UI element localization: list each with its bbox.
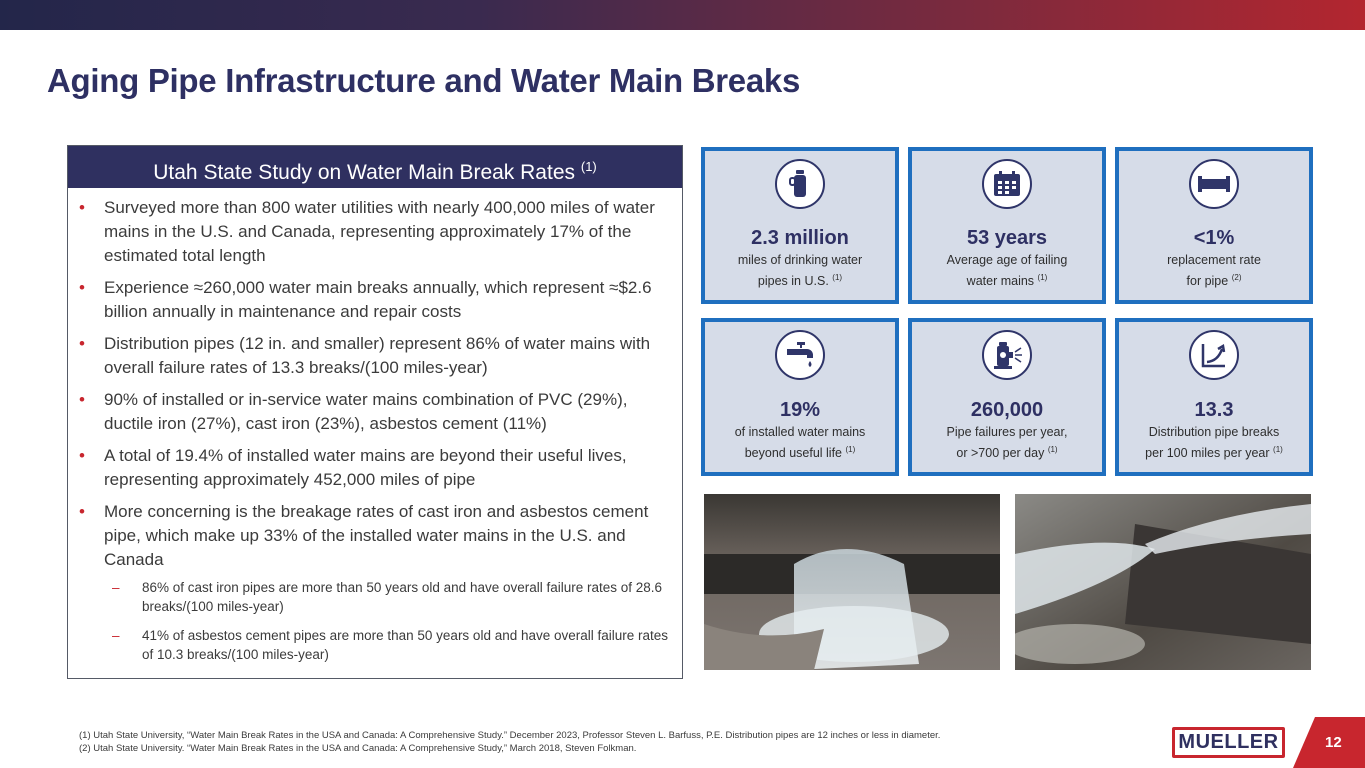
water-main-break-photo-1 — [704, 494, 1000, 670]
stat-value: 19% — [779, 399, 821, 421]
bullet-item — [79, 332, 674, 380]
dash-icon: – — [112, 628, 120, 643]
stat-card-useful-life — [701, 318, 899, 476]
sub-bullet-item — [104, 626, 674, 664]
stat-description — [912, 424, 1102, 462]
stat-value: 2.3 million — [751, 227, 849, 249]
stat-value: 53 years — [966, 227, 1048, 249]
water-bottle-icon — [775, 159, 825, 209]
stat-ref: (1) — [1047, 445, 1058, 454]
study-bullet-list — [68, 188, 682, 664]
study-heading-text: Utah State Study on Water Main Break Rates — [153, 161, 576, 184]
faucet-icon — [775, 330, 825, 380]
stat-value: <1% — [1193, 227, 1235, 249]
bullet-text: 90% of installed or in-service water mains combination of PVC (29%), ductile iron (27%), cast iron (23%), asbestos cement (11%) — [104, 390, 628, 433]
mueller-logo — [1172, 727, 1285, 758]
stat-card-replacement — [1115, 147, 1313, 304]
stat-desc-line2: beyond useful life — [744, 446, 843, 460]
stat-desc-line2: for pipe — [1186, 274, 1229, 288]
bullet-dot-icon: • — [79, 502, 85, 521]
bullet-dot-icon: • — [79, 278, 85, 297]
bullet-item — [79, 276, 674, 324]
calendar-icon — [982, 159, 1032, 209]
stat-ref: (1) — [1037, 273, 1048, 282]
stat-card-age — [908, 147, 1106, 304]
stat-description — [912, 252, 1102, 290]
sub-bullet-item — [104, 578, 674, 616]
stat-desc-line2: pipes in U.S. — [757, 274, 829, 288]
stat-ref: (1) — [1273, 445, 1283, 454]
stat-desc-line1: Distribution pipe breaks — [1148, 425, 1280, 439]
stat-desc-line1: miles of drinking water — [737, 253, 863, 267]
bullet-dot-icon: • — [79, 334, 85, 353]
bullet-dot-icon: • — [79, 198, 85, 217]
bullet-text: More concerning is the breakage rates of cast iron and asbestos cement pipe, which make up 33% of the installed water mains in the U.S. and Canada — [104, 502, 649, 569]
footnote-1: (1) Utah State University, “Water Main Break Rates in the USA and Canada: A Comprehensive Study.” December 2023, Professor Steven L. Barfuss, P.E. Distribution pipes are 12 inches or less in diameter. — [79, 730, 941, 741]
dash-icon: – — [112, 580, 120, 595]
stat-desc-line1: Average age of failing — [946, 253, 1068, 267]
bullet-dot-icon: • — [79, 390, 85, 409]
stat-ref: (1) — [845, 445, 856, 454]
top-banner — [0, 0, 1365, 30]
sub-bullet-text: 86% of cast iron pipes are more than 50 years old and have overall failure rates of 28.6 breaks/(100 miles-year) — [142, 580, 663, 614]
stat-ref: (1) — [832, 273, 843, 282]
bullet-item — [79, 444, 674, 492]
stat-description — [1119, 252, 1309, 290]
study-heading-ref: (1) — [580, 159, 597, 174]
page-number: 12 — [1325, 734, 1342, 751]
page-title: Aging Pipe Infrastructure and Water Main Breaks — [47, 62, 801, 99]
stat-description — [1119, 424, 1309, 462]
bullet-item — [79, 500, 674, 664]
study-panel — [67, 145, 683, 679]
stat-card-failures — [908, 318, 1106, 476]
stat-card-miles — [701, 147, 899, 304]
stat-description — [705, 424, 895, 462]
stat-desc-line2: or >700 per day — [956, 446, 1045, 460]
sub-bullet-text: 41% of asbestos cement pipes are more than 50 years old and have overall failure rates of 10.3 breaks/(100 miles-year) — [142, 628, 669, 662]
stat-desc-line2: water mains — [966, 274, 1035, 288]
footnotes — [79, 729, 940, 755]
footnote-2: (2) Utah State University. “Water Main Break Rates in the USA and Canada: A Comprehensive Study,” March 2018, Steven Folkman. — [79, 743, 637, 754]
stat-desc-line1: of installed water mains — [734, 425, 866, 439]
stat-desc-line2: per 100 miles per year — [1145, 446, 1270, 460]
bullet-text: Experience ≈260,000 water main breaks annually, which represent ≈$2.6 billion annually in maintenance and repair costs — [104, 278, 652, 321]
bullet-item — [79, 388, 674, 436]
water-main-break-photo-2 — [1015, 494, 1311, 670]
pipe-icon — [1189, 159, 1239, 209]
stat-description — [705, 252, 895, 290]
study-heading — [68, 146, 682, 188]
hydrant-icon — [982, 330, 1032, 380]
bullet-text: A total of 19.4% of installed water mains are beyond their useful lives, representing approximately 452,000 miles of pipe — [104, 446, 627, 489]
stat-desc-line1: Pipe failures per year, — [946, 425, 1068, 439]
stat-value: 260,000 — [970, 399, 1044, 421]
stat-value: 13.3 — [1194, 399, 1234, 421]
stat-card-break-rate — [1115, 318, 1313, 476]
bullet-dot-icon: • — [79, 446, 85, 465]
stat-ref: (2) — [1231, 273, 1242, 282]
bullet-item — [79, 196, 674, 268]
trend-up-icon — [1189, 330, 1239, 380]
stat-desc-line1: replacement rate — [1167, 253, 1261, 267]
logo-text: MUELLER — [1178, 731, 1279, 753]
bullet-text: Distribution pipes (12 in. and smaller) represent 86% of water mains with overall failure rates of 13.3 breaks/(100 miles-year) — [104, 334, 651, 377]
sub-bullet-list — [104, 578, 674, 664]
bullet-text: Surveyed more than 800 water utilities with nearly 400,000 miles of water mains in the U.S. and Canada, representing approximately 17% of the estimated total length — [104, 198, 655, 265]
